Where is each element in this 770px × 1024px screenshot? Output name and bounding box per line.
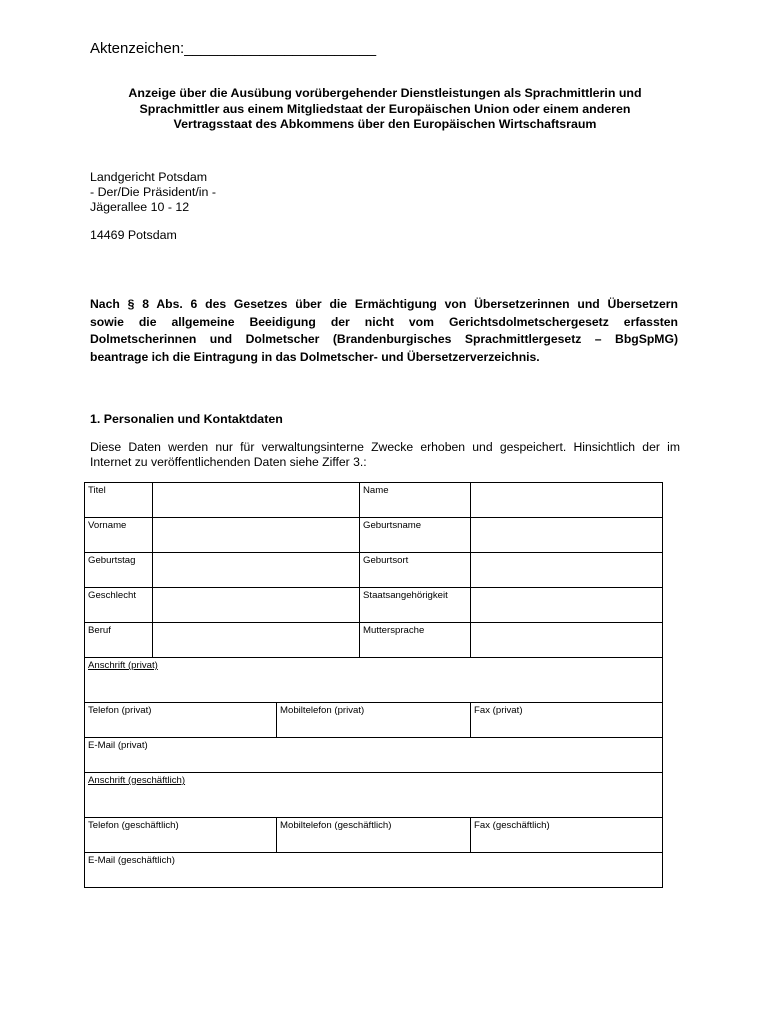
label-staatsangehoerigkeit: Staatsangehörigkeit bbox=[360, 588, 471, 623]
field-fax-privat[interactable]: Fax (privat) bbox=[471, 703, 663, 738]
intro-line-3: Dolmetscherinnen und Dolmetscher (Brandenburgisches Sprachmittlergesetz – BbgSpMG) bbox=[90, 332, 678, 346]
note-line-2: Internet zu veröffentlichenden Daten siehe Ziffer 3.: bbox=[90, 455, 367, 469]
intro-line-4: beantrage ich die Eintragung in das Dolmetscher- und Übersetzerverzeichnis. bbox=[90, 349, 540, 364]
input-titel[interactable] bbox=[153, 483, 360, 518]
input-muttersprache[interactable] bbox=[471, 623, 663, 658]
address-line-3: Jägerallee 10 - 12 bbox=[90, 200, 190, 214]
address-line-4: 14469 Potsdam bbox=[90, 228, 177, 242]
intro-paragraph bbox=[90, 296, 678, 366]
input-staatsangehoerigkeit[interactable] bbox=[471, 588, 663, 623]
recipient-address bbox=[90, 170, 216, 243]
input-geschlecht[interactable] bbox=[153, 588, 360, 623]
field-email-privat[interactable]: E-Mail (privat) bbox=[85, 738, 663, 773]
field-telefon-geschaeftlich[interactable]: Telefon (geschäftlich) bbox=[85, 818, 277, 853]
section-1-note bbox=[90, 440, 680, 470]
input-geburtstag[interactable] bbox=[153, 553, 360, 588]
title-line-2: Sprachmittler aus einem Mitgliedstaat der Europäischen Union oder einem anderen bbox=[139, 101, 631, 116]
field-mobiltelefon-privat[interactable]: Mobiltelefon (privat) bbox=[277, 703, 471, 738]
label-name: Name bbox=[360, 483, 471, 518]
input-name[interactable] bbox=[471, 483, 663, 518]
title-line-1: Anzeige über die Ausübung vorübergehender Dienstleistungen als Sprachmittlerin und bbox=[128, 86, 642, 100]
label-geburtsort: Geburtsort bbox=[360, 553, 471, 588]
label-geburtstag: Geburtstag bbox=[85, 553, 153, 588]
field-anschrift-geschaeftlich[interactable]: Anschrift (geschäftlich) bbox=[85, 773, 663, 818]
field-mobiltelefon-geschaeftlich[interactable]: Mobiltelefon (geschäftlich) bbox=[277, 818, 471, 853]
label-geburtsname: Geburtsname bbox=[360, 518, 471, 553]
label-titel: Titel bbox=[85, 483, 153, 518]
label-beruf: Beruf bbox=[85, 623, 153, 658]
input-geburtsort[interactable] bbox=[471, 553, 663, 588]
address-line-2: - Der/Die Präsident/in - bbox=[90, 185, 217, 199]
personal-data-form bbox=[84, 482, 663, 888]
label-geschlecht: Geschlecht bbox=[85, 588, 153, 623]
input-vorname[interactable] bbox=[153, 518, 360, 553]
field-anschrift-privat[interactable]: Anschrift (privat) bbox=[85, 658, 663, 703]
address-line-1: Landgericht Potsdam bbox=[90, 170, 208, 184]
input-beruf[interactable] bbox=[153, 623, 360, 658]
label-vorname: Vorname bbox=[85, 518, 153, 553]
intro-line-1: Nach § 8 Abs. 6 des Gesetzes über die Ermächtigung von Übersetzerinnen und Übersetzern bbox=[90, 297, 678, 311]
aktenzeichen-field[interactable]: Aktenzeichen:_______________________ bbox=[90, 40, 377, 57]
input-geburtsname[interactable] bbox=[471, 518, 663, 553]
intro-line-2: sowie die allgemeine Beeidigung der nicht vom Gerichtsdolmetschergesetz erfassten bbox=[90, 314, 678, 329]
section-1-heading: 1. Personalien und Kontaktdaten bbox=[90, 412, 283, 426]
title-line-3: Vertragsstaat des Abkommens über den Europäischen Wirtschaftsraum bbox=[173, 117, 597, 131]
field-telefon-privat[interactable]: Telefon (privat) bbox=[85, 703, 277, 738]
document-title bbox=[90, 86, 680, 133]
label-muttersprache: Muttersprache bbox=[360, 623, 471, 658]
field-email-geschaeftlich[interactable]: E-Mail (geschäftlich) bbox=[85, 853, 663, 888]
note-line-1: Diese Daten werden nur für verwaltungsinterne Zwecke erhoben und gespeichert. Hinsichtlich der im bbox=[90, 440, 680, 454]
field-fax-geschaeftlich[interactable]: Fax (geschäftlich) bbox=[471, 818, 663, 853]
